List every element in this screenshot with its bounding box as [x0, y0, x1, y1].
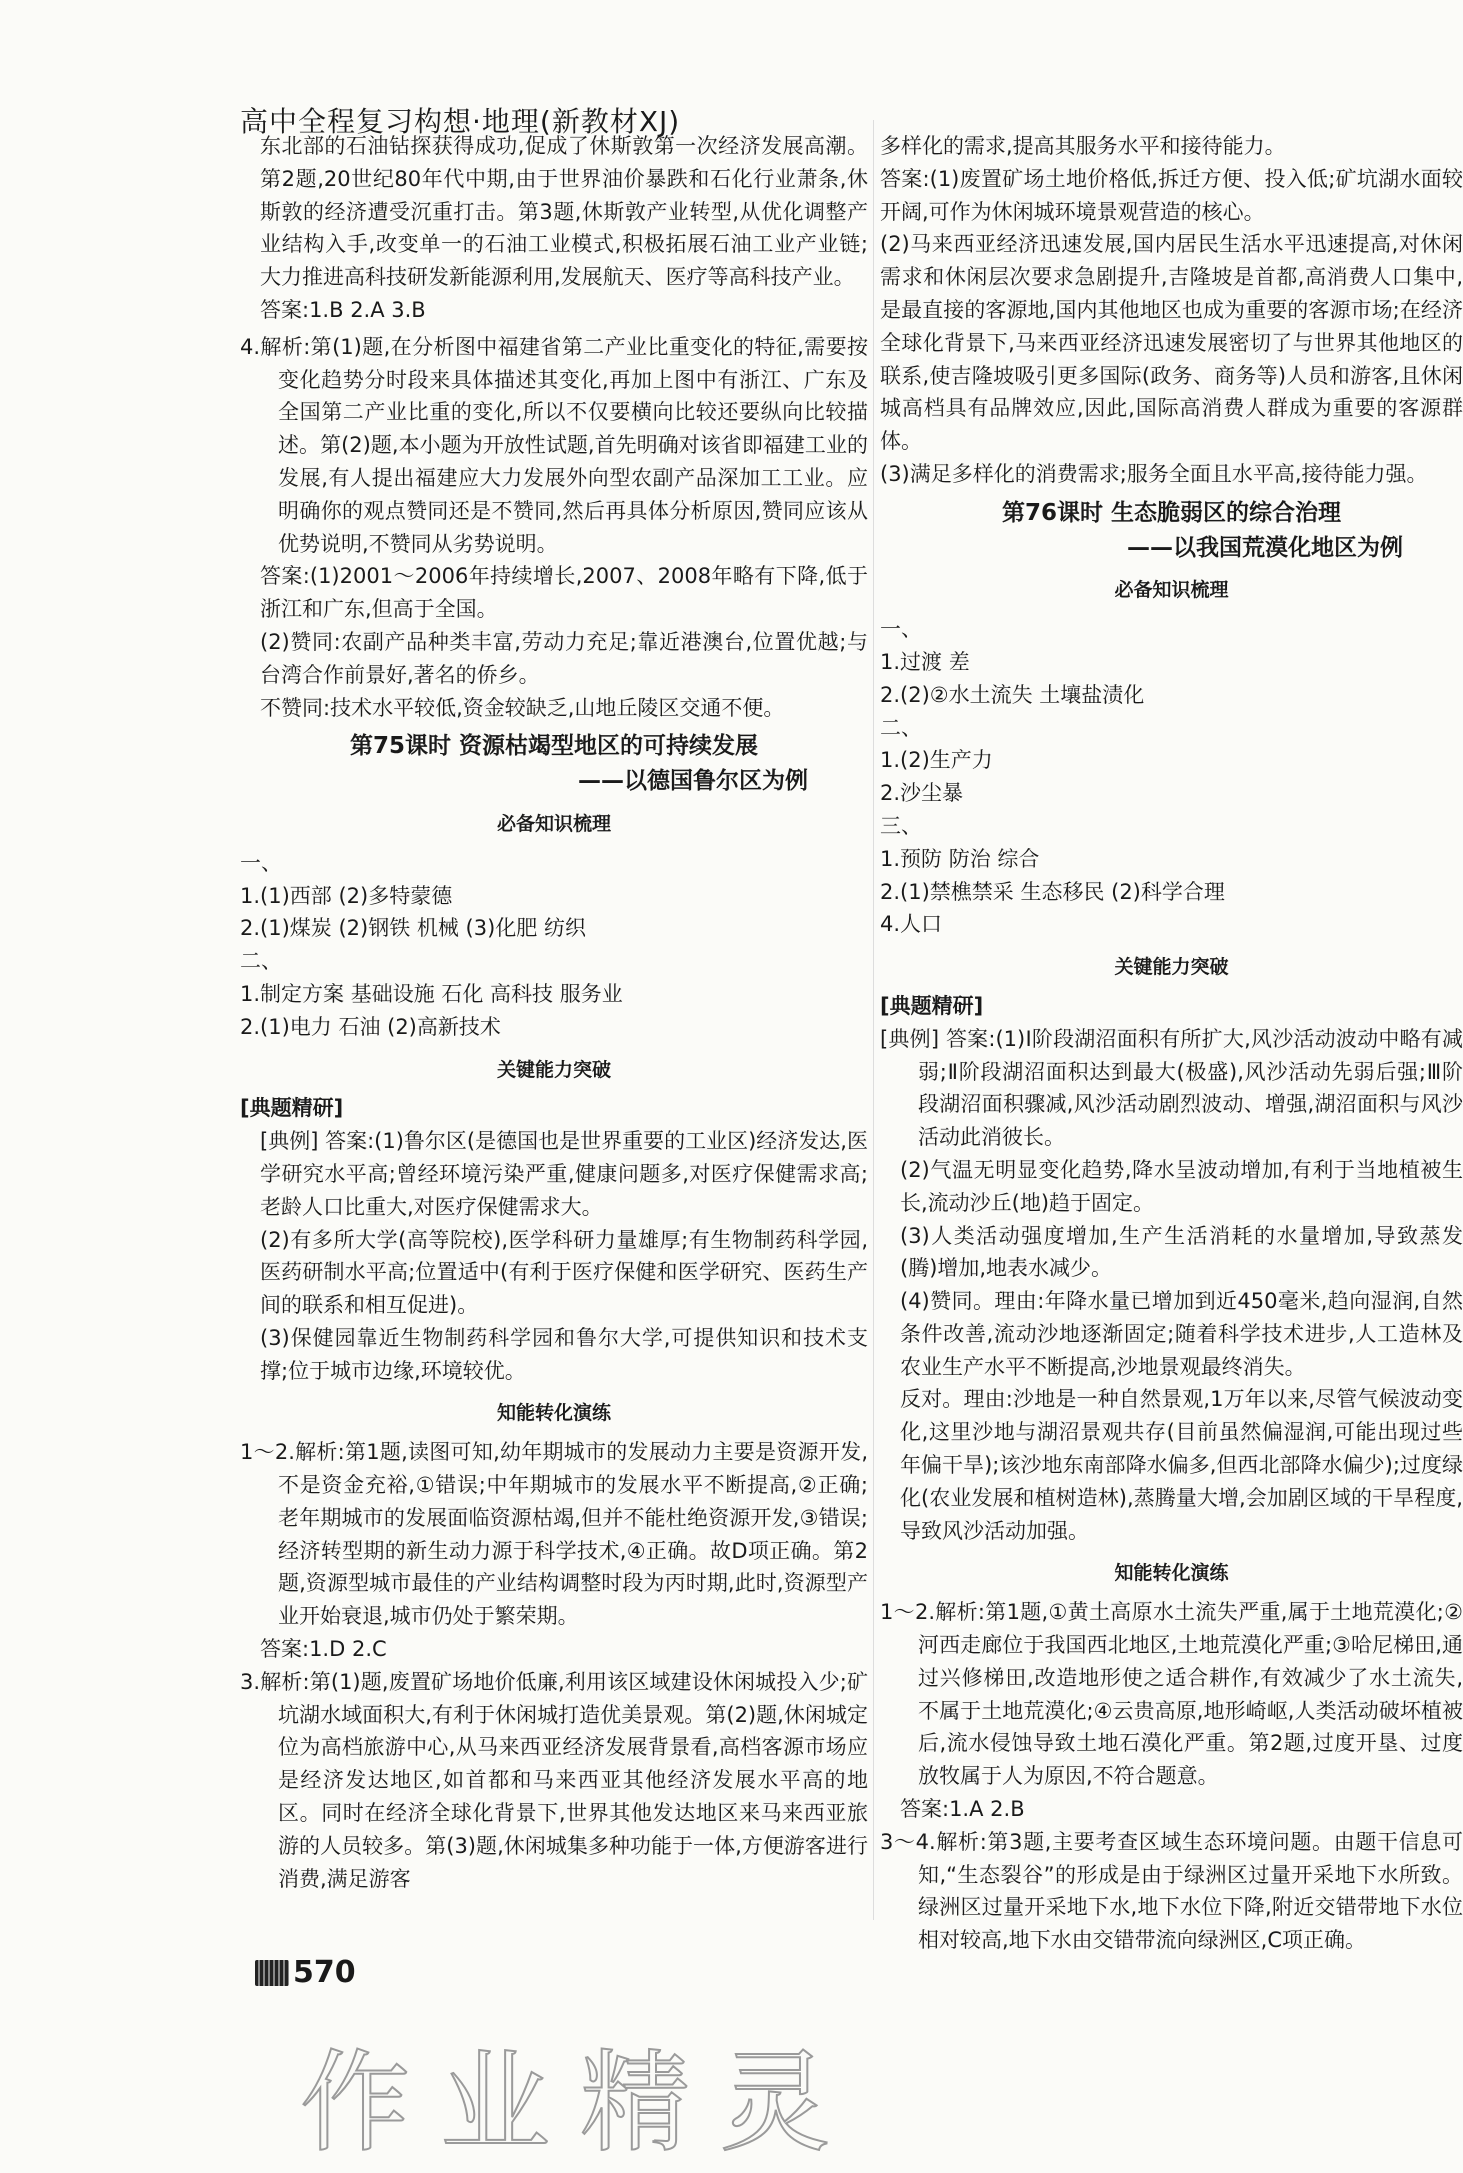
section-heading: 必备知识梳理 — [496, 812, 611, 835]
list-item: 4.人口 — [880, 912, 943, 937]
list-item: 一、 — [880, 617, 922, 642]
list-item: 1.预防 防治 综合 — [880, 846, 1040, 871]
page-number-text: 570 — [293, 1955, 356, 1990]
paragraph: 多样化的需求,提高其服务水平和接待能力。 — [880, 134, 1286, 158]
column-divider — [873, 120, 874, 1920]
section-heading: 知能转化演练 — [496, 1402, 611, 1425]
book-icon — [255, 1960, 289, 1986]
page-number — [255, 1955, 356, 1990]
example-answer: 反对。理由:沙地是一种自然景观,1万年以来,尽管气候波动变化,这里沙地与湖沼景观共存(目前虽然偏湿润,可能出现过些年偏干旱);该沙地东南部降水偏多,但西北部降水偏少);过度绿化(农业发展和植树造林),蒸腾量大增,会加剧区域的干旱程度,导致风沙活动加强。 — [900, 1387, 1463, 1543]
example-answer: (4)赞同。理由:年降水量已增加到近450毫米,趋向湿润,自然条件改善,流动沙地逐渐固定;随着科学技术进步,人工造林及农业生产水平不断提高,沙地景观最终消失。 — [900, 1289, 1463, 1379]
section-heading: 关键能力突破 — [1114, 956, 1229, 979]
answer-line: 答案:(1)2001～2006年持续增长,2007、2008年略有下降,低于浙江和广东,但高于全国。 — [260, 564, 868, 622]
list-item: 2.(1)禁樵禁采 生态移民 (2)科学合理 — [880, 879, 1225, 904]
list-item: 2.(2)②水土流失 土壤盐渍化 — [880, 682, 1145, 707]
lesson-76-subtitle: ——以我国荒漠化地区为例 — [1127, 534, 1403, 561]
list-item: 1.过渡 差 — [880, 649, 970, 674]
paragraph: 东北部的石油钻探获得成功,促成了休斯敦第一次经济发展高潮。第2题,20世纪80年代中期,由于世界油价暴跌和石化行业萧条,休斯敦的经济遭受沉重打击。第3题,休斯敦产业转型,从优化调整产业结构入手,改变单一的石油工业模式,积极拓展石油工业产业链;大力推进高科技研发新能源利用,发展航天、医疗等高科技产业。 — [260, 134, 868, 290]
subsection-label: [典题精研] — [240, 1096, 344, 1121]
example-answer: [典例] 答案:(1)鲁尔区(是德国也是世界重要的工业区)经济发达,医学研究水平高;曾经环境污染严重,健康问题多,对医疗保健需求高;老龄人口比重大,对医疗保健需求大。 — [260, 1129, 868, 1219]
answer-line: 答案:(1)废置矿场土地价格低,拆迁方便、投入低;矿坑湖水面较开阔,可作为休闲城环境景观营造的核心。 — [880, 166, 1463, 224]
lesson-75-title: 第75课时 资源枯竭型地区的可持续发展 — [349, 733, 758, 760]
list-item: 三、 — [880, 813, 922, 838]
question-3-4-analysis: 3～4.解析:第3题,主要考查区域生态环境问题。由题干信息可知,“生态裂谷”的形成是由于绿洲区过量开采地下水所致。绿洲区过量开采地下水,地下水位下降,附近交错带地下水位相对较高,地下水由交错带流向绿洲区,C项正确。 — [880, 1829, 1463, 1953]
list-item: 1.(2)生产力 — [880, 748, 993, 773]
list-item: 二、 — [240, 949, 282, 974]
lesson-76-title: 第76课时 生态脆弱区的综合治理 — [1001, 499, 1341, 526]
subsection-label: [典题精研] — [880, 993, 984, 1018]
section-heading: 必备知识梳理 — [1114, 579, 1229, 602]
answer-line: (2)赞同:农副产品种类丰富,劳动力充足;靠近港澳台,位置优越;与台湾合作前景好,著名的侨乡。 — [260, 629, 868, 687]
question-1-2-analysis: 1～2.解析:第1题,读图可知,幼年期城市的发展动力主要是资源开发,不是资金充裕,①错误;中年期城市的发展水平不断提高,②正确;老年期城市的发展面临资源枯竭,但并不能杜绝资源开发,③错误;经济转型期的新生动力源于科学技术,④正确。故D项正确。第2题,资源型城市最佳的产业结构调整时段为丙时期,此时,资源型产业开始衰退,城市仍处于繁荣期。 — [240, 1440, 868, 1629]
section-heading: 知能转化演练 — [1114, 1562, 1229, 1585]
example-answer: (2)有多所大学(高等院校),医学科研力量雄厚;有生物制药科学园,医药研制水平高;位置适中(有利于医疗保健和医学研究、医药生产间的联系和相互促进)。 — [260, 1227, 868, 1318]
page-header: 高中全程复习构想·地理(新教材XJ) — [240, 105, 681, 138]
list-item: 2.(1)煤炭 (2)钢铁 机械 (3)化肥 纺织 — [240, 916, 586, 941]
right-column — [880, 130, 1463, 1957]
watermark: 作业精灵 — [300, 2039, 860, 2167]
left-column — [240, 130, 868, 1895]
example-answer: (3)保健园靠近生物制药科学园和鲁尔大学,可提供知识和技术支撑;位于城市边缘,环境较优。 — [260, 1325, 868, 1383]
list-item: 一、 — [240, 850, 282, 875]
list-item: 1.(1)西部 (2)多特蒙德 — [240, 883, 453, 908]
question-3-analysis: 3.解析:第(1)题,废置矿场地价低廉,利用该区域建设休闲城投入少;矿坑湖水域面积大,有利于休闲城打造优美景观。第(2)题,休闲城定位为高档旅游中心,从马来西亚经济发展背景看,高档客源市场应是经济发达地区,如首都和马来西亚其他经济发展水平高的地区。同时在经济全球化背景下,世界其他发达地区来马来西亚旅游的人员较多。第(3)题,休闲城集多种功能于一体,方便游客进行消费,满足游客 — [240, 1669, 869, 1891]
section-heading: 关键能力突破 — [496, 1058, 611, 1081]
answer-line: 答案:1.B 2.A 3.B — [260, 297, 426, 322]
list-item: 2.(1)电力 石油 (2)高新技术 — [240, 1014, 501, 1039]
lesson-75-subtitle: ——以德国鲁尔区为例 — [578, 768, 808, 795]
list-item: 1.制定方案 基础设施 石化 高科技 服务业 — [240, 981, 623, 1006]
question-4-analysis: 4.解析:第(1)题,在分析图中福建省第二产业比重变化的特征,需要按变化趋势分时段来具体描述其变化,再加上图中有浙江、广东及全国第二产业比重的变化,所以不仅要横向比较还要纵向比较描述。第(2)题,本小题为开放性试题,首先明确对该省即福建工业的发展,有人提出福建应大力发展外向型农副产品深加工工业。应明确你的观点赞同还是不赞同,然后再具体分析原因,赞同应该从优势说明,不赞同从劣势说明。 — [240, 334, 868, 556]
answer-line: (3)满足多样化的消费需求;服务全面且水平高,接待能力强。 — [880, 461, 1428, 486]
list-item: 二、 — [880, 715, 922, 740]
question-1-2-analysis: 1～2.解析:第1题,①黄土高原水土流失严重,属于土地荒漠化;②河西走廊位于我国西北地区,土地荒漠化严重;③哈尼梯田,通过兴修梯田,改造地形使之适合耕作,有效减少了水土流失,不属于土地荒漠化;④云贵高原,地形崎岖,人类活动破坏植被后,流水侵蚀导致土地石漠化严重。第2题,过度开垦、过度放牧属于人为原因,不符合题意。 — [880, 1600, 1463, 1789]
example-answer: (3)人类活动强度增加,生产生活消耗的水量增加,导致蒸发(腾)增加,地表水减少。 — [900, 1223, 1463, 1281]
list-item: 2.沙尘暴 — [880, 781, 964, 806]
example-answer: [典例] 答案:(1)Ⅰ阶段湖沼面积有所扩大,风沙活动波动中略有减弱;Ⅱ阶段湖沼面积达到最大(极盛),风沙活动先弱后强;Ⅲ阶段湖沼面积骤减,风沙活动剧烈波动、增强,湖沼面积与风沙活动此消彼长。 — [880, 1026, 1463, 1150]
answer-line: 不赞同:技术水平较低,资金较缺乏,山地丘陵区交通不便。 — [260, 695, 785, 720]
answer-line: 答案:1.D 2.C — [260, 1637, 387, 1662]
example-answer: (2)气温无明显变化趋势,降水呈波动增加,有利于当地植被生长,流动沙丘(地)趋于固定。 — [900, 1157, 1463, 1215]
answer-line: (2)马来西亚经济迅速发展,国内居民生活水平迅速提高,对休闲需求和休闲层次要求急剧提升,吉隆坡是首都,高消费人口集中,是最直接的客源地,国内其他地区也成为重要的客源市场;在经济全球化背景下,马来西亚经济迅速发展密切了与世界其他地区的联系,使吉隆坡吸引更多国际(政务、商务等)人员和游客,且休闲城高档具有品牌效应,因此,国际高消费人群成为重要的客源群体。 — [880, 232, 1463, 454]
answer-line: 答案:1.A 2.B — [900, 1797, 1025, 1822]
